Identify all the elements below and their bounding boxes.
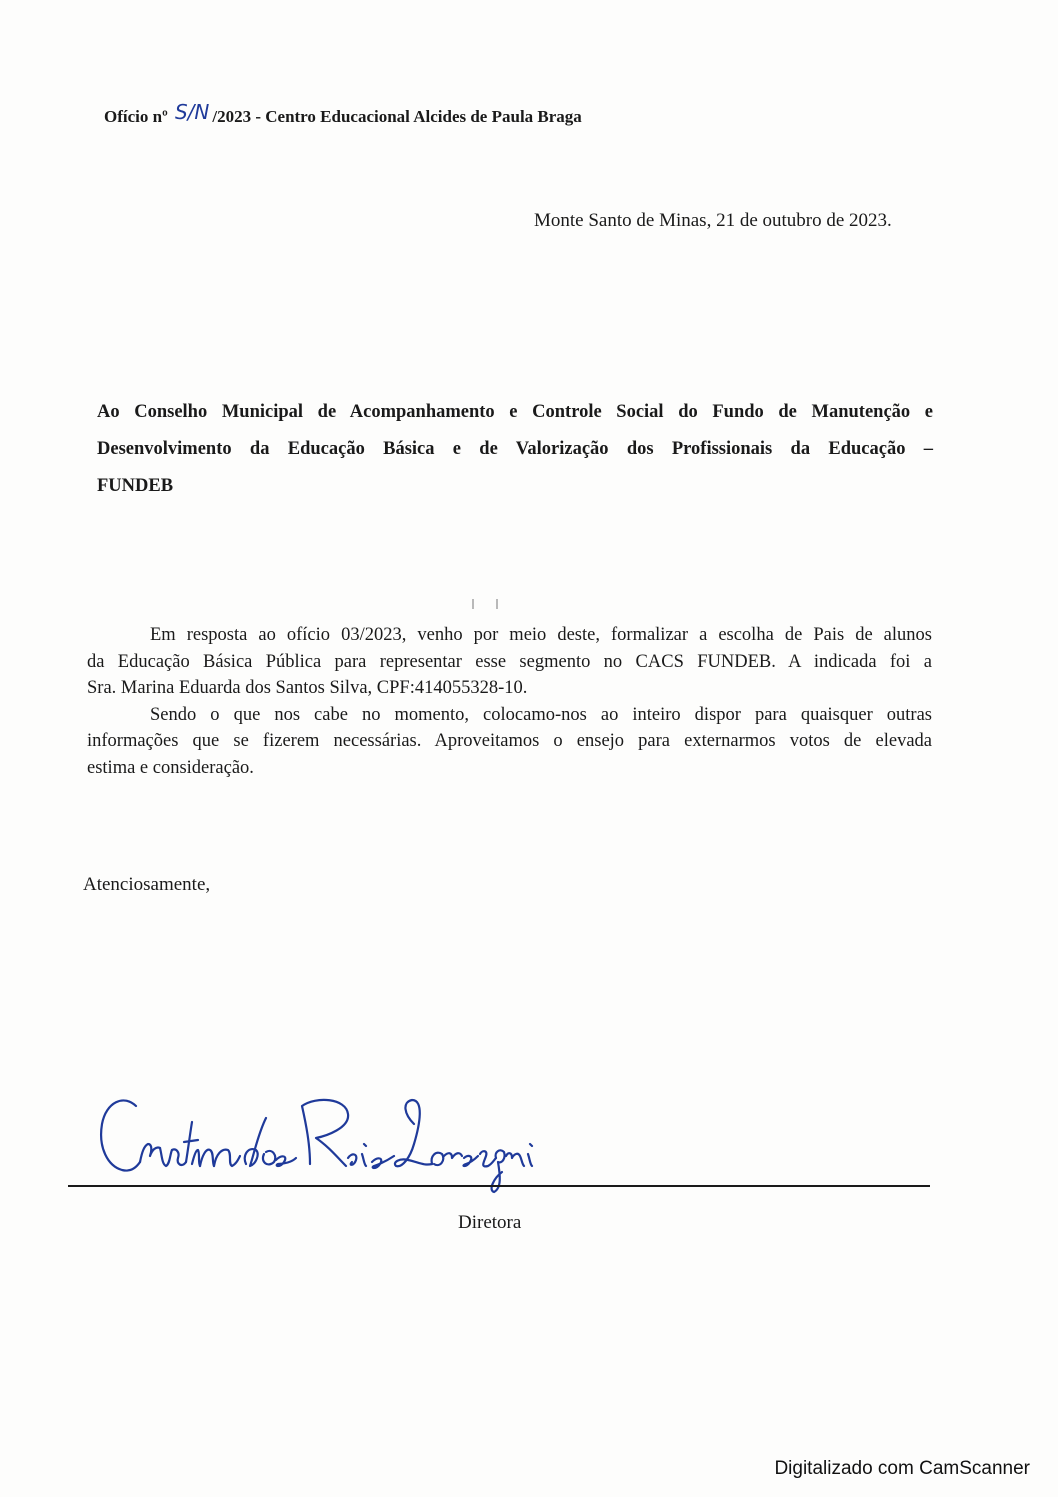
letter-header [104, 100, 582, 127]
scanner-watermark: Digitalizado com CamScanner [774, 1458, 1030, 1479]
signature-line [68, 1185, 930, 1187]
recipient-line: Desenvolvimento da Educação Básica e de Valorização dos Profissionais da Educação – [97, 439, 933, 459]
signer-role: Diretora [458, 1212, 522, 1233]
body-line: informações que se fizerem necessárias. Aproveitamos o ensejo para externarmos votos de elevada [87, 731, 932, 751]
handwritten-letter-number: S/N [174, 100, 210, 124]
body-line: Em resposta ao ofício 03/2023, venho por meio deste, formalizar a escolha de Pais de alunos [150, 625, 932, 645]
letter-body [87, 622, 932, 781]
header-prefix: Ofício nº [104, 107, 168, 126]
recipient-block [97, 394, 933, 505]
header-suffix: /2023 - Centro Educacional Alcides de Paula Braga [212, 107, 582, 126]
body-line: da Educação Básica Pública para representar esse segmento no CACS FUNDEB. A indicada foi a [87, 651, 932, 672]
body-line: Sendo o que nos cabe no momento, colocamo-nos ao inteiro dispor para quaisquer outras [150, 704, 932, 725]
recipient-line: FUNDEB [97, 476, 174, 496]
date-line: Monte Santo de Minas, 21 de outubro de 2023. [534, 210, 892, 231]
closing-text: Atenciosamente, [83, 874, 211, 895]
body-line: estima e consideração. [87, 757, 254, 778]
body-line: Sra. Marina Eduarda dos Santos Silva, CPF:414055328-10. [87, 678, 528, 698]
handwritten-signature [96, 1084, 536, 1194]
scan-artifact [466, 597, 500, 611]
recipient-line: Ao Conselho Municipal de Acompanhamento e Controle Social do Fundo de Manutenção e [97, 402, 933, 422]
